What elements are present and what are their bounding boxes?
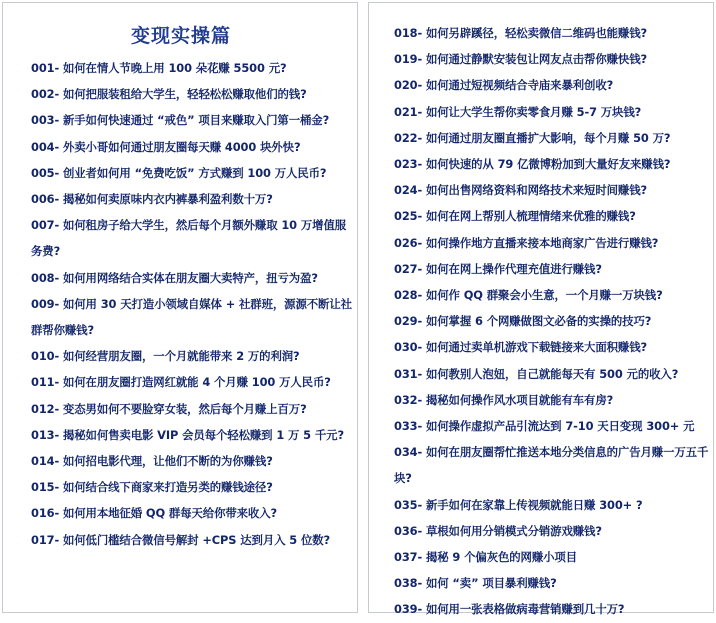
left-panel: [2, 2, 358, 613]
list-item: 002- 如何把服装租给大学生，轻轻松松赚取他们的钱?: [31, 87, 307, 102]
list-item: 016- 如何用本地征婚 QQ 群每天给你带来收入?: [31, 506, 278, 521]
list-item: 039- 如何用一张表格做病毒营销赚到几十万?: [394, 602, 625, 617]
list-item: 020- 如何通过短视频结合寺庙来暴利创收?: [394, 78, 614, 93]
list-item: 024- 如何出售网络资料和网络技术来短时间赚钱?: [394, 183, 648, 198]
list-item: 021- 如何让大学生帮你卖零食月赚 5-7 万块钱?: [394, 104, 642, 119]
list-item: 035- 新手如何在家靠上传视频就能日赚 300+ ?: [394, 497, 643, 512]
list-item: 010- 如何经营朋友圈，一个月就能带来 2 万的利润?: [31, 349, 300, 364]
list-item: 033- 如何操作虚拟产品引流达到 7-10 天日变现 300+ 元: [394, 419, 695, 434]
list-item: 019- 如何通过静默安装包让网友点击帮你赚快钱?: [394, 52, 648, 67]
list-item: 029- 如何掌握 6 个网赚做图文必备的实操的技巧?: [394, 314, 652, 329]
list-item: 023- 如何快速的从 79 亿微博粉加到大量好友来赚钱?: [394, 157, 671, 172]
list-item: 037- 揭秘 9 个偏灰色的网赚小项目: [394, 550, 578, 565]
list-item: 004- 外卖小哥如何通过朋友圈每天赚 4000 块外快?: [31, 139, 301, 154]
list-item: 018- 如何另辟蹊径，轻松卖微信二维码也能赚钱?: [394, 26, 648, 40]
list-item: 014- 如何招电影代理，让他们不断的为你赚钱?: [31, 454, 273, 469]
list-item: 036- 草根如何用分销模式分销游戏赚钱?: [394, 523, 602, 538]
list-item: 001- 如何在情人节晚上用 100 朵花赚 5500 元?: [31, 61, 287, 75]
list-item: 007- 如何租房子给大学生，然后每个月额外赚取 10 万增值服务费?: [31, 218, 347, 259]
right-panel: [368, 2, 714, 617]
list-item: 003- 新手如何快速通过 “戒色” 项目来赚取入门第一桶金?: [31, 113, 330, 128]
list-item: 034- 如何在朋友圈帮忙推送本地分类信息的广告月赚一万五千块?: [394, 445, 709, 486]
list-item: 026- 如何操作地方直播来接本地商家广告进行赚钱?: [394, 235, 659, 250]
list-item: 015- 如何结合线下商家来打造另类的赚钱途径?: [31, 480, 273, 495]
list-item: 005- 创业者如何用 “免费吃饭” 方式赚到 100 万人民币?: [31, 165, 327, 180]
page-title: 变现实操篇: [130, 25, 231, 47]
list-item: 009- 如何用 30 天打造小领域自媒体 + 社群班，源源不断让社群帮你赚钱?: [31, 296, 352, 338]
left-item-list: [31, 55, 355, 553]
list-item: 011- 如何在朋友圈打造网红就能 4 个月赚 100 万人民币?: [31, 375, 331, 390]
list-item: 013- 揭秘如何售卖电影 VIP 会员每个轻松赚到 1 万 5 千元?: [31, 427, 344, 442]
right-item-list: [394, 20, 710, 623]
list-item: 006- 揭秘如何卖原味内衣内裤暴利盈利数十万?: [31, 192, 273, 207]
list-item: 008- 如何用网络结合实体在朋友圈大卖特产，扭亏为盈?: [31, 270, 318, 285]
list-item: 031- 如何教别人泡妞，自己就能每天有 500 元的收入?: [394, 366, 679, 381]
list-item: 030- 如何通过卖单机游戏下载链接来大面积赚钱?: [394, 340, 648, 355]
list-item: 025- 如何在网上帮别人梳理情绪来优雅的赚钱?: [394, 209, 636, 224]
list-item: 017- 如何低门槛结合微信号解封 +CPS 达到月入 5 位数?: [31, 532, 331, 547]
list-item: 028- 如何作 QQ 群聚会小生意，一个月赚一万块钱?: [394, 288, 663, 303]
list-item: 012- 变态男如何不要脸穿女装，然后每个月赚上百万?: [31, 401, 307, 416]
list-item: 038- 如何 “卖” 项目暴利赚钱?: [394, 576, 557, 591]
list-item: 027- 如何在网上操作代理充值进行赚钱?: [394, 261, 602, 276]
list-item: 032- 揭秘如何操作风水项目就能有车有房?: [394, 392, 614, 407]
list-item: 022- 如何通过朋友圈直播扩大影响，每个月赚 50 万?: [394, 130, 671, 145]
